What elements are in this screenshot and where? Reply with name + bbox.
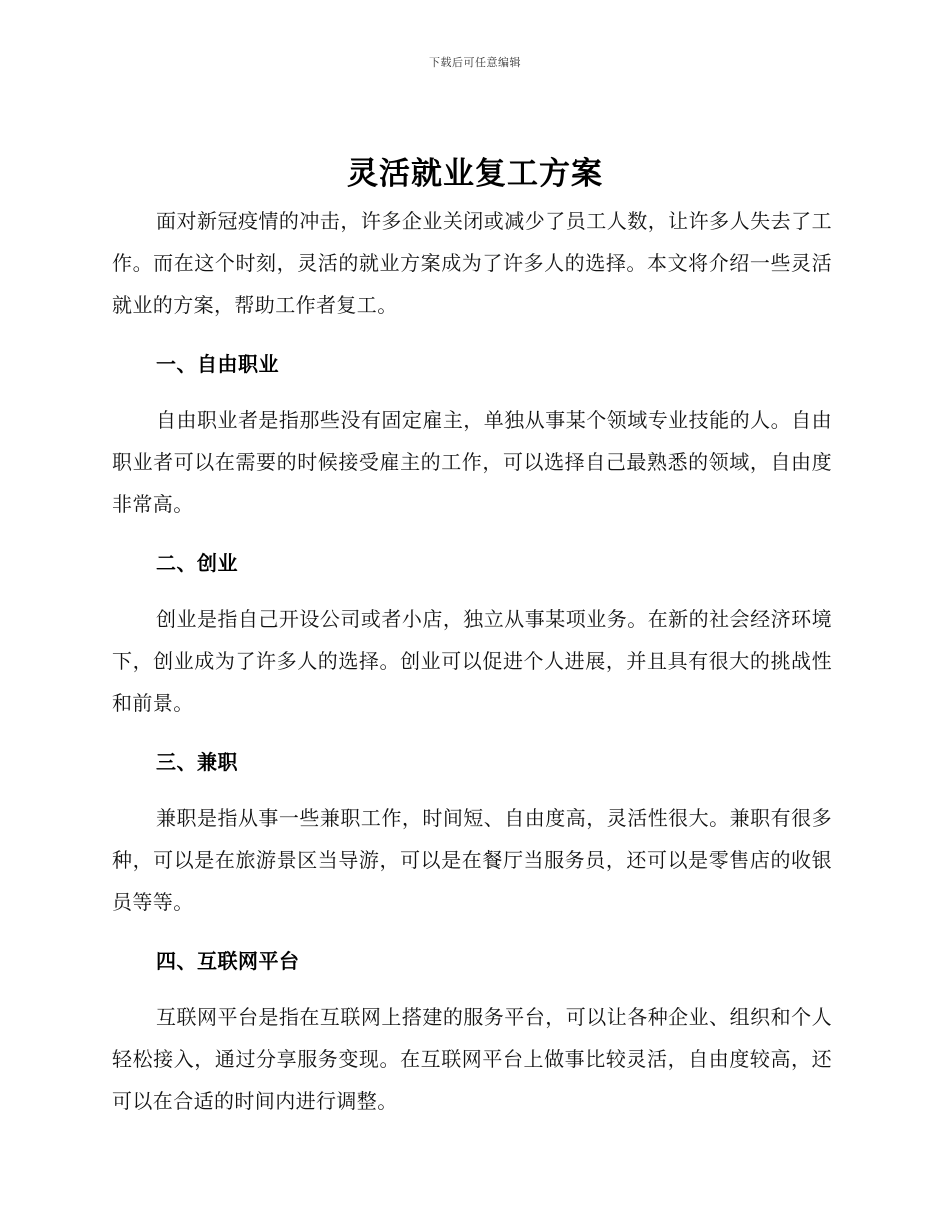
document-body xyxy=(112,200,832,1122)
section-heading-startup: 二、创业 xyxy=(156,551,238,575)
section-heading-parttime: 三、兼职 xyxy=(156,750,238,774)
section-text-startup: 创业是指自己开设公司或者小店，独立从事某项业务。在新的社会经济环境下，创业成为了许多人的选择。创业可以促进个人进展，并且具有很大的挑战性和前景。 xyxy=(112,607,832,715)
section-text-parttime: 兼职是指从事一些兼职工作，时间短、自由度高，灵活性很大。兼职有很多种，可以是在旅游景区当导游，可以是在餐厅当服务员，还可以是零售店的收银员等等。 xyxy=(112,806,832,914)
section-heading-internet-platform: 四、互联网平台 xyxy=(156,949,300,973)
intro-paragraph: 面对新冠疫情的冲击，许多企业关闭或减少了员工人数，让许多人失去了工作。而在这个时刻，灵活的就业方案成为了许多人的选择。本文将介绍一些灵活就业的方案，帮助工作者复工。 xyxy=(112,209,832,317)
header-note: 下载后可任意编辑 xyxy=(429,56,521,69)
section-heading-freelance: 一、自由职业 xyxy=(156,352,279,376)
section-text-internet-platform: 互联网平台是指在互联网上搭建的服务平台，可以让各种企业、组织和个人轻松接入，通过分享服务变现。在互联网平台上做事比较灵活，自由度较高，还可以在合适的时间内进行调整。 xyxy=(112,1005,832,1113)
section-text-freelance: 自由职业者是指那些没有固定雇主，单独从事某个领域专业技能的人。自由职业者可以在需要的时候接受雇主的工作，可以选择自己最熟悉的领域，自由度非常高。 xyxy=(112,408,832,516)
document-title: 灵活就业复工方案 xyxy=(347,156,603,192)
